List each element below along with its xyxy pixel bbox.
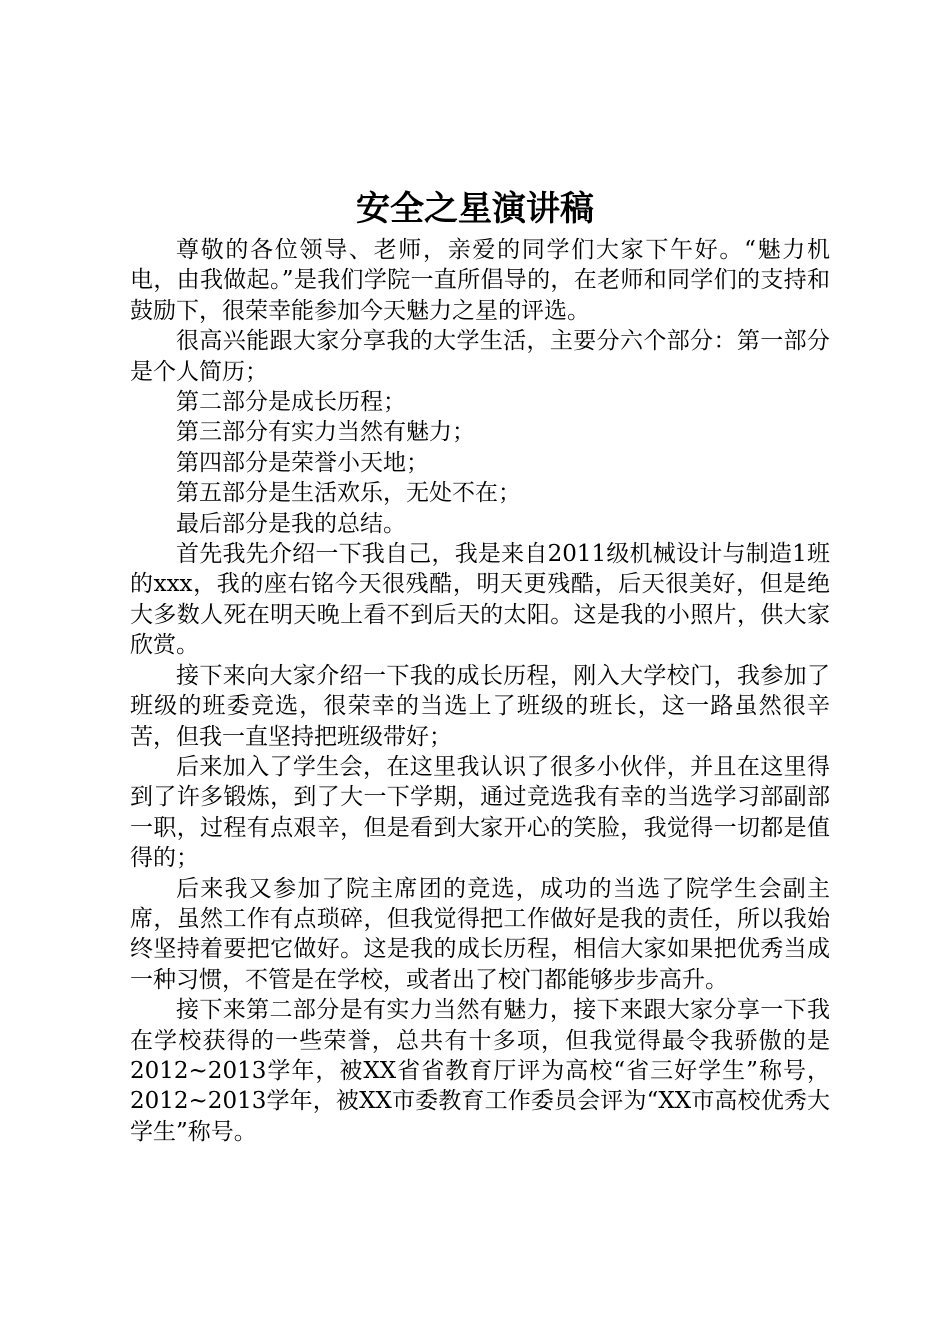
paragraph: 第四部分是荣誉小天地； — [176, 449, 429, 476]
paragraph: 后来我又参加了院主席团的竞选，成功的当选了院学生会副主席，虽然工作有点琐碎，但我觉得把工作做好是我的责任，所以我始终坚持着要把它做好。这是我的成长历程，相信大家如果把优秀当成一种习惯，不管是在学校，或者出了校门都能够步步高升。 — [130, 875, 830, 993]
paragraph: 接下来向大家介绍一下我的成长历程，刚入大学校门，我参加了班级的班委竞选，很荣幸的当选上了班级的班长，这一路虽然很辛苦，但我一直坚持把班级带好； — [130, 662, 830, 750]
paragraph: 很高兴能跟大家分享我的大学生活，主要分六个部分：第一部分是个人简历； — [130, 328, 830, 385]
paragraph: 第三部分有实力当然有魅力； — [176, 419, 475, 446]
paragraph: 后来加入了学生会，在这里我认识了很多小伙伴，并且在这里得到了许多锻炼，到了大一下学期，通过竞选我有幸的当选学习部副部一职，过程有点艰辛，但是看到大家开心的笑脸，我觉得一切都是值得的； — [130, 753, 830, 872]
paragraph: 尊敬的各位领导、老师，亲爱的同学们大家下午好。“魅力机电，由我做起。”是我们学院一直所倡导的，在老师和同学们的支持和鼓励下，很荣幸能参加今天魅力之星的评选。 — [130, 237, 830, 324]
paragraph: 首先我先介绍一下我自己，我是来自2011级机械设计与制造1班的xxx，我的座右铭今天很残酷，明天更残酷，后天很美好，但是绝大多数人死在明天晚上看不到后天的太阳。这是我的小照片，供大家欣赏。 — [130, 541, 830, 659]
paragraph: 接下来第二部分是有实力当然有魅力，接下来跟大家分享一下我在学校获得的一些荣誉，总共有十多项，但我觉得最令我骄傲的是2012~2013学年，被XX省省教育厅评为高校“省三好学生”称号，2012~2013学年，被XX市委教育工作委员会评为“XX市高校优秀大学生”称号。 — [130, 997, 830, 1145]
paragraph: 最后部分是我的总结。 — [176, 510, 406, 537]
paragraph: 第二部分是成长历程； — [176, 389, 406, 416]
document-title: 安全之星演讲稿 — [356, 189, 594, 229]
document-body — [130, 235, 830, 1147]
paragraph: 第五部分是生活欢乐，无处不在； — [176, 480, 521, 507]
